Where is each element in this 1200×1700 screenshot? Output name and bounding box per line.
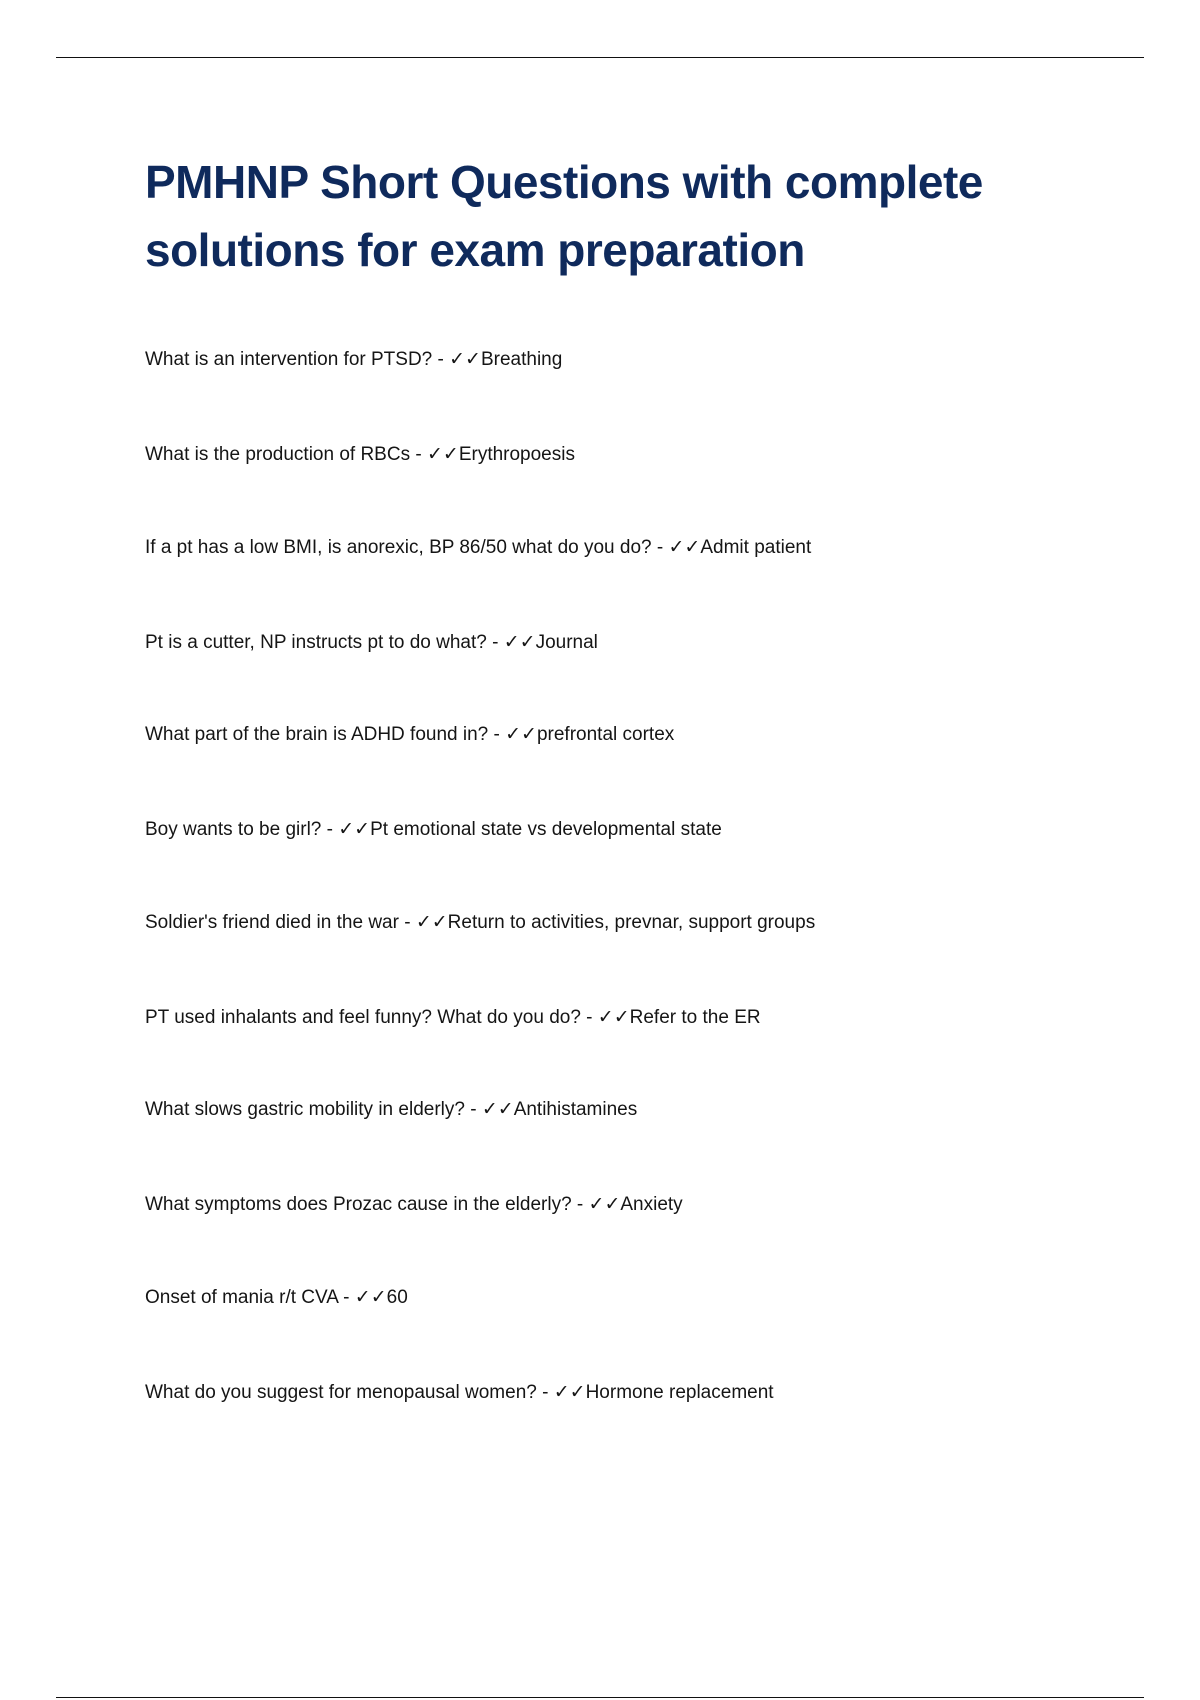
- question-list: [145, 330, 1125, 1457]
- answer-text: Return to activities, prevnar, support groups: [447, 912, 816, 933]
- question-text: What symptoms does Prozac cause in the elderly?: [145, 1194, 572, 1215]
- check-marks: ✓✓: [505, 724, 537, 745]
- answer-text: Admit patient: [700, 537, 812, 558]
- check-marks: ✓✓: [597, 1007, 630, 1028]
- separator: -: [651, 537, 669, 558]
- check-marks: ✓✓: [426, 444, 459, 465]
- separator: -: [337, 1287, 355, 1308]
- answer-text: 60: [386, 1287, 408, 1308]
- page-title: PMHNP Short Questions with complete solutions for exam preparation: [145, 156, 983, 276]
- separator: -: [321, 819, 339, 840]
- answer-text: Antihistamines: [513, 1099, 638, 1120]
- check-marks: ✓✓: [481, 1099, 514, 1120]
- list-item: [145, 1080, 1125, 1175]
- question-text: PT used inhalants and feel funny? What do you do?: [145, 1007, 581, 1028]
- list-item: [145, 1175, 1125, 1268]
- list-item: [145, 613, 1125, 705]
- answer-text: Breathing: [480, 349, 563, 370]
- separator: -: [398, 912, 416, 933]
- separator: -: [486, 632, 504, 653]
- question-text: What do you suggest for menopausal women?: [145, 1382, 537, 1403]
- list-item: [145, 705, 1125, 800]
- separator: -: [464, 1099, 482, 1120]
- separator: -: [580, 1007, 598, 1028]
- list-item: [145, 330, 1125, 425]
- question-text: Boy wants to be girl?: [145, 819, 322, 840]
- list-item: [145, 1363, 1125, 1457]
- list-item: [145, 988, 1125, 1080]
- separator: -: [571, 1194, 589, 1215]
- question-text: What part of the brain is ADHD found in?: [145, 724, 489, 745]
- list-item: [145, 893, 1125, 988]
- check-marks: ✓✓: [354, 1287, 387, 1308]
- footer-rule: [56, 1697, 1144, 1698]
- check-marks: ✓✓: [553, 1382, 586, 1403]
- list-item: [145, 1268, 1125, 1363]
- check-marks: ✓✓: [449, 349, 481, 370]
- separator: -: [410, 444, 427, 465]
- check-marks: ✓✓: [503, 632, 536, 653]
- check-marks: ✓✓: [338, 819, 371, 840]
- check-marks: ✓✓: [415, 912, 448, 933]
- answer-text: Journal: [535, 632, 598, 653]
- question-text: Soldier's friend died in the war: [145, 912, 399, 933]
- check-marks: ✓✓: [588, 1194, 621, 1215]
- answer-text: Refer to the ER: [629, 1007, 761, 1028]
- list-item: [145, 800, 1125, 893]
- answer-text: Hormone replacement: [585, 1382, 774, 1403]
- list-item: [145, 518, 1125, 613]
- question-text: What is an intervention for PTSD?: [145, 349, 433, 370]
- question-text: What slows gastric mobility in elderly?: [145, 1099, 465, 1120]
- question-text: If a pt has a low BMI, is anorexic, BP 86/50 what do you do?: [145, 537, 652, 558]
- question-text: Pt is a cutter, NP instructs pt to do what?: [145, 632, 487, 653]
- answer-text: Erythropoesis: [458, 444, 575, 465]
- check-marks: ✓✓: [668, 537, 701, 558]
- separator: -: [432, 349, 450, 370]
- question-text: What is the production of RBCs: [145, 444, 411, 465]
- answer-text: Pt emotional state vs developmental state: [370, 819, 722, 840]
- answer-text: Anxiety: [620, 1194, 683, 1215]
- question-text: Onset of mania r/t CVA: [145, 1287, 338, 1308]
- answer-text: prefrontal cortex: [536, 724, 675, 745]
- separator: -: [488, 724, 506, 745]
- header-rule: [56, 57, 1144, 58]
- list-item: [145, 425, 1125, 518]
- separator: -: [536, 1382, 554, 1403]
